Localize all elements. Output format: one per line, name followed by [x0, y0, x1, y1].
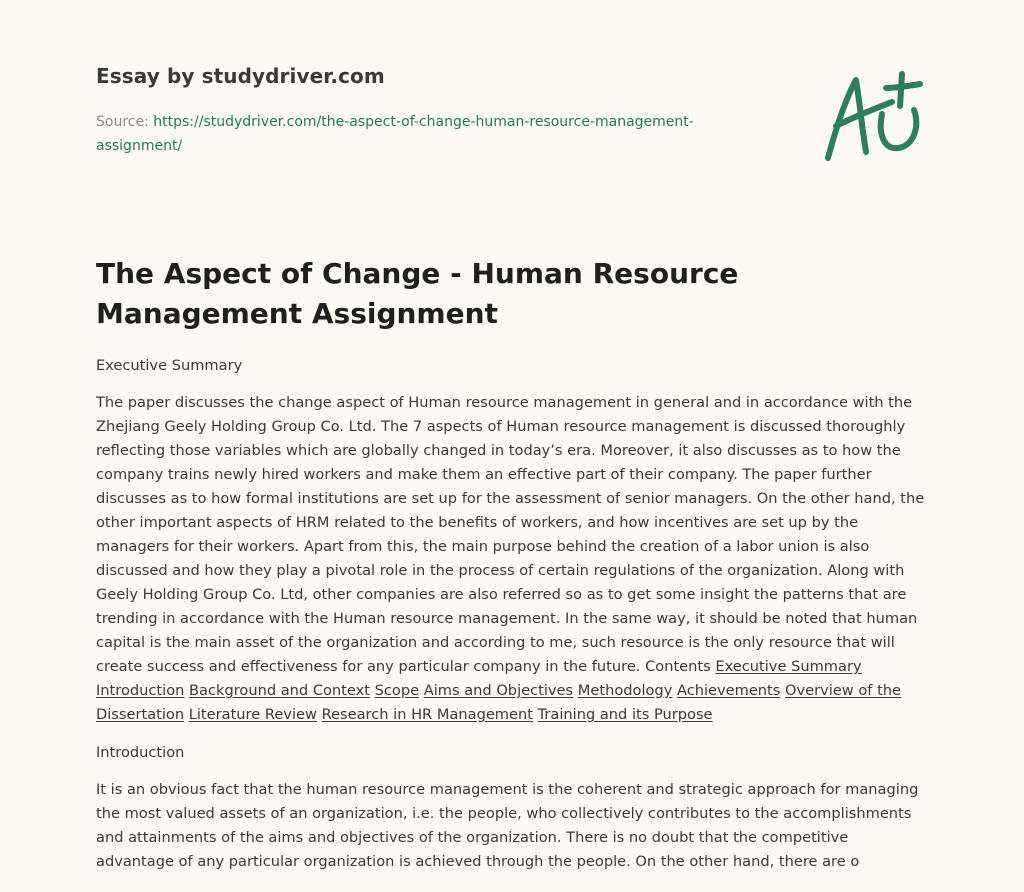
toc-link-background-and-context[interactable]: Background and Context: [189, 682, 370, 699]
toc-link-achievements[interactable]: Achievements: [676, 682, 781, 699]
source-line: [96, 110, 756, 158]
essay-title: The Aspect of Change - Human Resource Management Assignment: [96, 257, 739, 330]
section-heading-executive-summary: Executive Summary: [96, 357, 243, 374]
toc-link-training-and-its-purpose[interactable]: Training and its Purpose: [537, 706, 713, 723]
toc-link-introduction[interactable]: Introduction: [96, 682, 185, 699]
toc-link-overview-of-the-dissertation[interactable]: Overview of the Dissertation: [96, 682, 902, 723]
paragraph-text: The paper discusses the change aspect of Human resource management in general and in accordance with the Zhejiang Geely Holding Group Co. Ltd. The 7 aspects of Human resource management is discussed thoroughly reflecting those variables which are globally changed in today’s era. Moreover, it also discusses as to how the company trains newly hired workers and make them an effective part of their company. The paper further discusses as to how formal institutions are set up for the assessment of senior managers. On the other hand, the other important aspects of HRM related to the benefits of workers, and how incentives are set up by the managers for their workers. Apart from this, the main purpose behind the creation of a labor union is also discussed and how they play a pivotal role in the process of certain regulations of the organization. Along with Geely Holding Group Co. Ltd, other companies are also referred so as to get some insight the patterns that are trending in accordance with the Human resource management. In the same way, it should be noted that human capital is the main asset of the organization and according to me, such resource is the only resource that will create success and effectiveness for any particular company in the future.: [96, 394, 925, 675]
source-label: Source:: [96, 114, 149, 130]
toc-link-literature-review[interactable]: Literature Review: [188, 706, 317, 723]
paragraph-introduction: It is an obvious fact that the human resource management is the coherent and strategic approach for managing the most valued assets of an organization, i.e. the people, who collectively contributes to the accomplishments and attainments of the aims and objectives of the organization. There is no doubt that the competitive advantage of any particular organization is achieved through the people. On the other hand, there are o: [96, 781, 919, 870]
paragraph-executive-summary: [96, 391, 928, 727]
essay-content: [96, 354, 928, 888]
section-heading-introduction: Introduction: [96, 744, 185, 761]
toc-link-aims-and-objectives[interactable]: Aims and Objectives: [423, 682, 574, 699]
toc-link-executive-summary[interactable]: Executive Summary: [715, 658, 862, 675]
site-title: Essay by studydriver.com: [96, 64, 385, 88]
toc-link-research-in-hr-management[interactable]: Research in HR Management: [321, 706, 533, 723]
a-plus-logo-icon: [822, 68, 926, 164]
source-link[interactable]: https://studydriver.com/the-aspect-of-change-human-resource-management-assignment/: [96, 114, 694, 154]
toc-link-methodology[interactable]: Methodology: [577, 682, 673, 699]
contents-label: Contents: [645, 658, 711, 675]
toc-link-scope[interactable]: Scope: [374, 682, 420, 699]
